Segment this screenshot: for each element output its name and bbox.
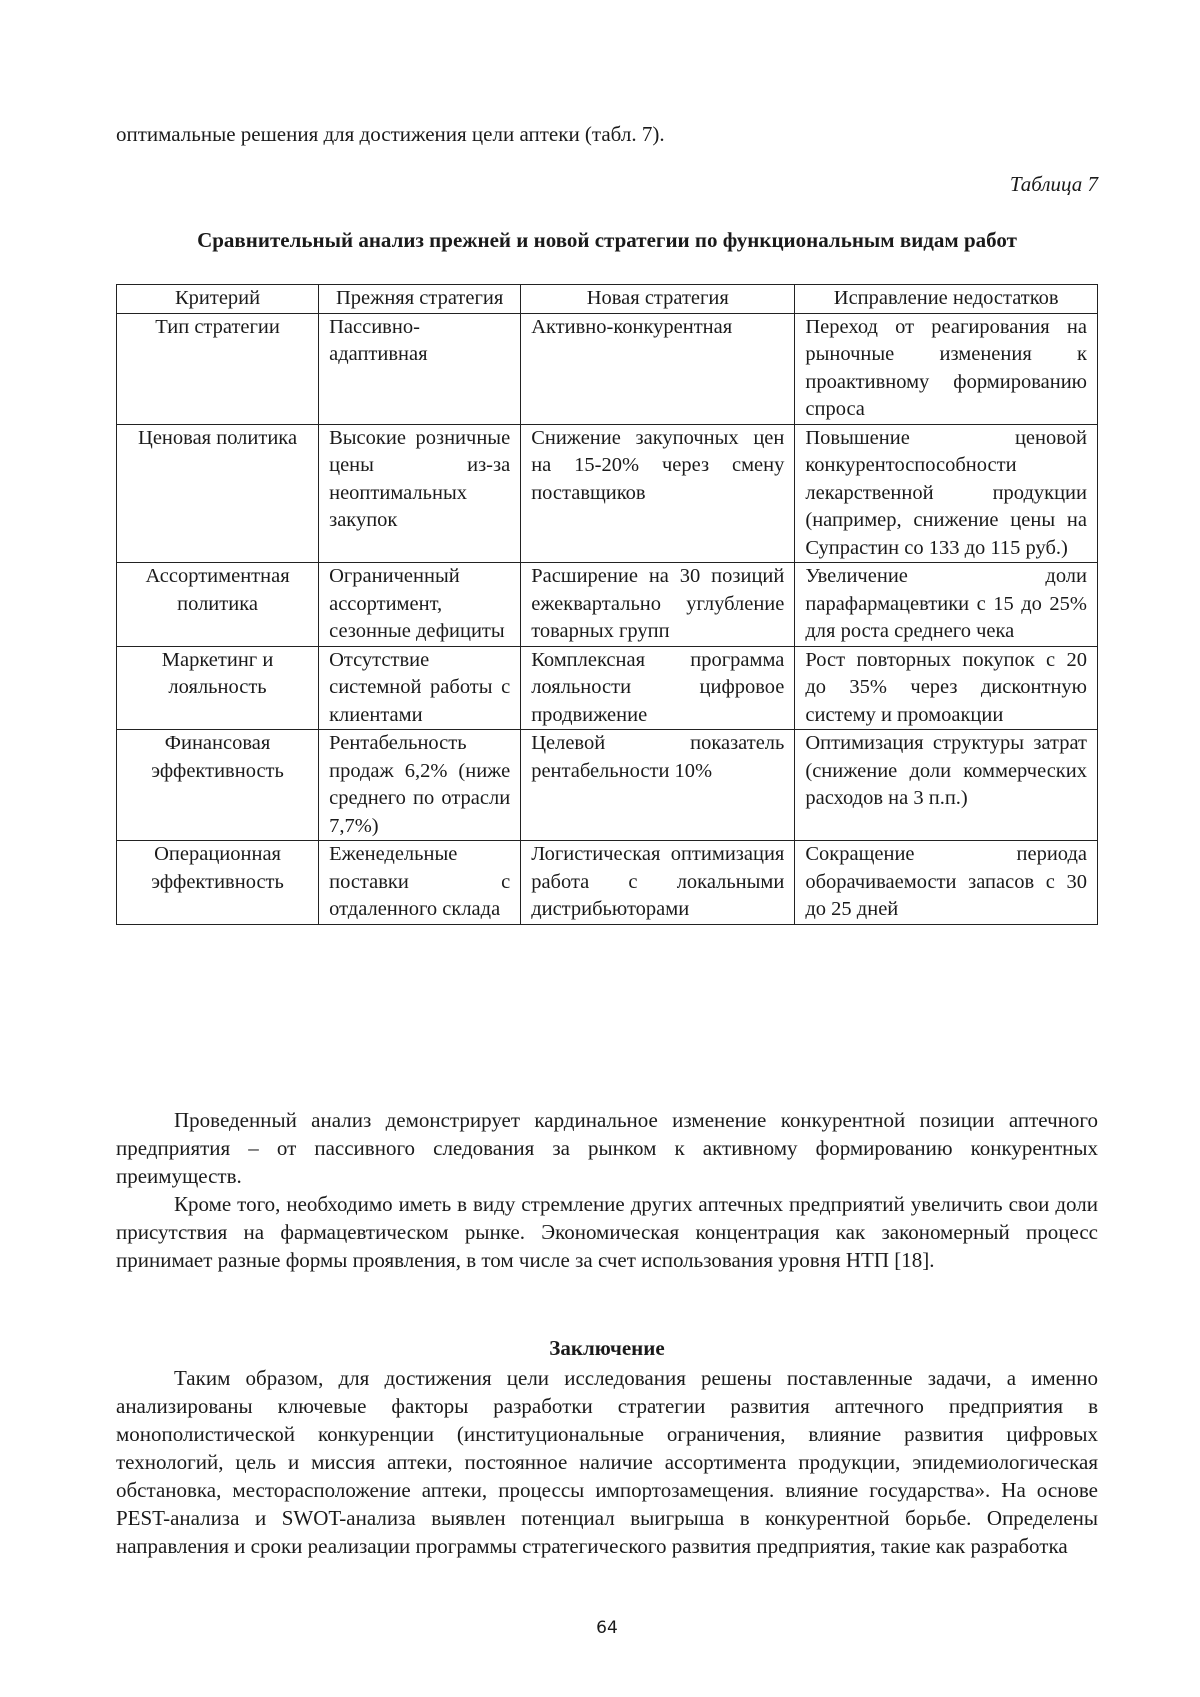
- header-cell: Исправление недостатков: [795, 285, 1098, 314]
- new-strategy-cell: Комплексная программа лояльности цифровое продвижение: [521, 646, 795, 730]
- header-cell: Новая стратегия: [521, 285, 795, 314]
- header-cell: Критерий: [117, 285, 319, 314]
- old-strategy-cell: Высокие розничные цены из-за неоптимальных закупок: [319, 424, 521, 563]
- criterion-cell: Ассортиментная политика: [117, 563, 319, 647]
- paragraph: Кроме того, необходимо иметь в виду стремление других аптечных предприятий увеличить свои доли присутствия на фармацевтическом рынке. Экономическая концентрация как закономерный процесс принимает разные формы проявления, в том числе за счет использования уровня НТП [18].: [116, 1192, 1098, 1272]
- criterion-cell: Тип стратегии: [117, 313, 319, 424]
- table-row: [117, 646, 1098, 730]
- table-row: [117, 313, 1098, 424]
- fix-cell: Увеличение доли парафармацевтики с 15 до 25% для роста среднего чека: [795, 563, 1098, 647]
- criterion-cell: Финансовая эффективность: [117, 730, 319, 841]
- fix-cell: Переход от реагирования на рыночные изменения к проактивному формированию спроса: [795, 313, 1098, 424]
- new-strategy-cell: Снижение закупочных цен на 15-20% через смену поставщиков: [521, 424, 795, 563]
- old-strategy-cell: Ограниченный ассортимент, сезонные дефициты: [319, 563, 521, 647]
- table-row: [117, 841, 1098, 925]
- fix-cell: Сокращение периода оборачиваемости запасов с 30 до 25 дней: [795, 841, 1098, 925]
- fix-cell: Оптимизация структуры затрат (снижение доли коммерческих расходов на 3 п.п.): [795, 730, 1098, 841]
- new-strategy-cell: Целевой показатель рентабельности 10%: [521, 730, 795, 841]
- new-strategy-cell: Расширение на 30 позиций ежеквартально углубление товарных групп: [521, 563, 795, 647]
- page-number: 64: [596, 1618, 618, 1638]
- header-cell: Прежняя стратегия: [319, 285, 521, 314]
- table-label: Таблица 7: [1009, 172, 1098, 196]
- intro-line: оптимальные решения для достижения цели аптеки (табл. 7).: [116, 122, 665, 146]
- old-strategy-cell: Пассивно-адаптивная: [319, 313, 521, 424]
- comparison-table: [116, 284, 1098, 925]
- criterion-cell: Маркетинг и лояльность: [117, 646, 319, 730]
- fix-cell: Рост повторных покупок с 20 до 35% через дисконтную систему и промоакции: [795, 646, 1098, 730]
- criterion-cell: Ценовая политика: [117, 424, 319, 563]
- table-row: [117, 424, 1098, 563]
- table-header-row: [117, 285, 1098, 314]
- conclusion-text: [116, 1364, 1098, 1560]
- table-title: Сравнительный анализ прежней и новой стратегии по функциональным видам работ: [197, 228, 1017, 252]
- old-strategy-cell: Отсутствие системной работы с клиентами: [319, 646, 521, 730]
- paragraph: Проведенный анализ демонстрирует кардинальное изменение конкурентной позиции аптечного предприятия – от пассивного следования за рынком к активному формированию конкурентных преимуществ.: [116, 1108, 1098, 1188]
- new-strategy-cell: Логистическая оптимизация работа с локальными дистрибьюторами: [521, 841, 795, 925]
- old-strategy-cell: Рентабельность продаж 6,2% (ниже среднего по отрасли 7,7%): [319, 730, 521, 841]
- conclusion-heading: Заключение: [549, 1336, 665, 1360]
- old-strategy-cell: Еженедельные поставки с отдаленного склада: [319, 841, 521, 925]
- fix-cell: Повышение ценовой конкурентоспособности лекарственной продукции (например, снижение цены на Супрастин со 133 до 115 руб.): [795, 424, 1098, 563]
- criterion-cell: Операционная эффективность: [117, 841, 319, 925]
- paragraph: Таким образом, для достижения цели исследования решены поставленные задачи, а именно анализированы ключевые факторы разработки стратегии развития аптечного предприятия в монополистической конкуренции (институциональные ограничения, влияние развития цифровых технологий, цель и миссия аптеки, постоянное наличие ассортимента продукции, эпидемиологическая обстановка, месторасположение аптеки, процессы импортозамещения. влияние государства». На основе PEST-анализа и SWOT-анализа выявлен потенциал выигрыша в конкурентной борьбе. Определены направления и сроки реализации программы стратегического развития предприятия, такие как разработка: [116, 1366, 1098, 1558]
- analysis-text: [116, 1106, 1098, 1274]
- new-strategy-cell: Активно-конкурентная: [521, 313, 795, 424]
- table-row: [117, 563, 1098, 647]
- table-row: [117, 730, 1098, 841]
